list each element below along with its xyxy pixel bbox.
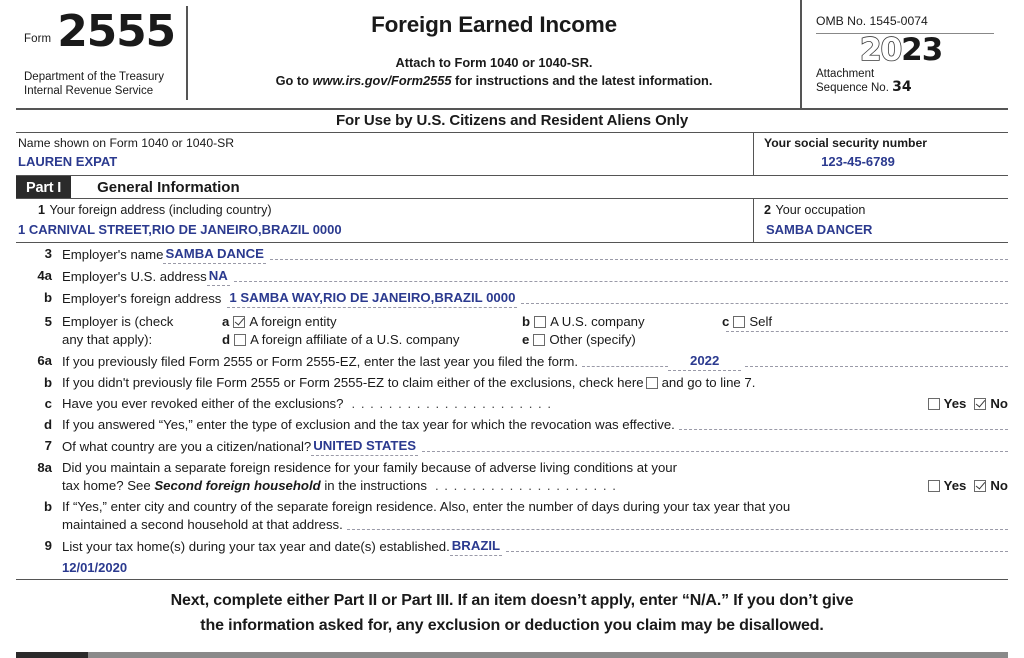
line-8a-yesno (920, 477, 1008, 495)
line-6b-text-after: and go to line 7. (661, 375, 756, 390)
line-1-cell[interactable] (16, 199, 753, 242)
line-5-option-b-letter: b (522, 314, 531, 329)
line-5 (16, 309, 1008, 351)
line-5-option-d-letter: d (222, 332, 231, 347)
line-8a-leader: . . . . . . . . . . . . . . . . . . . . (434, 478, 617, 493)
line-5-option-e-checkbox[interactable] (533, 334, 545, 346)
line-5-label-line-1: Employer is (check (62, 314, 174, 329)
line-6b-text-before: If you didn't previously file Form 2555 or Form 2555-EZ to claim either of the exclusions, check here (62, 375, 644, 390)
line-8b-number: b (43, 499, 52, 514)
line-8b-text-line-2: maintained a second household at that address. (62, 517, 343, 532)
line-7-value[interactable]: UNITED STATES (311, 437, 418, 456)
line-4b (16, 287, 1008, 309)
line-9-leader (506, 551, 1008, 552)
name-value: LAUREN EXPAT (18, 154, 118, 169)
line-7-leader (422, 451, 1008, 452)
line-3-label: Employer's name (62, 246, 164, 262)
line-5-option-e-letter: e (522, 332, 530, 347)
line-4a-value[interactable]: NA (207, 267, 230, 286)
line-5-option-a[interactable] (222, 313, 522, 331)
line-6d (16, 415, 1008, 436)
omb-number: OMB No. 1545-0074 (816, 14, 928, 28)
line-5-option-a-text: A foreign entity (249, 314, 337, 329)
department-block (24, 71, 164, 98)
line-7 (16, 436, 1008, 458)
line-2-value: SAMBA DANCER (766, 222, 873, 237)
attachment-label-line-2 (816, 78, 1008, 95)
line-6b-checkbox[interactable] (646, 377, 658, 389)
tax-year-century: 20 (860, 32, 902, 68)
line-9-value[interactable]: BRAZIL (450, 537, 502, 556)
line-6b (16, 373, 1008, 394)
line-9-value-date[interactable]: 12/01/2020 (62, 560, 128, 575)
line-5-label-line-2: any that apply): (62, 332, 153, 347)
line-3 (16, 243, 1008, 265)
line-8a-text-line-2 (62, 477, 1008, 495)
line-8a-yes-label: Yes (943, 478, 967, 493)
line-5-option-c[interactable] (722, 313, 1008, 331)
tax-year (816, 32, 1008, 68)
line-7-number: 7 (44, 438, 52, 453)
attachment-sequence-number: 34 (892, 78, 912, 95)
line-9 (16, 536, 1008, 579)
line-4a-leader (234, 281, 1008, 282)
ssn-value: 123-45-6789 (821, 154, 895, 169)
part-completion-note-line-2: the information asked for, any exclusion or deduction you claim may be disallowed. (200, 616, 824, 634)
use-banner: For Use by U.S. Citizens and Resident Aliens Only (16, 108, 1008, 133)
line-6a-text: If you previously filed Form 2555 or Form 2555-EZ, enter the last year you filed the form. (62, 354, 579, 369)
line-5-option-c-text: Self (749, 314, 773, 329)
line-6a-leader-right (745, 366, 1008, 367)
line-2-label: Your occupation (775, 203, 866, 217)
line-5-other-specify-field[interactable] (726, 331, 1008, 332)
line-6c-text: Have you ever revoked either of the exclusions? (62, 396, 344, 411)
ssn-field-cell[interactable] (753, 133, 1008, 175)
line-5-option-b-text: A U.S. company (550, 314, 645, 329)
line-8a-yes-checkbox[interactable] (928, 480, 940, 492)
line-3-number: 3 (44, 245, 52, 261)
line-5-option-e-text: Other (specify) (549, 332, 636, 347)
line-8b-text-line-1: If “Yes,” enter city and country of the separate foreign residence. Also, enter the number of days during your tax year that you (62, 499, 791, 514)
line-5-option-a-letter: a (222, 314, 230, 329)
line-3-leader (270, 259, 1008, 260)
line-6c-leader: . . . . . . . . . . . . . . . . . . . . . . (351, 396, 553, 411)
line-5-option-c-letter: c (722, 314, 730, 329)
line-6c-no-label: No (990, 396, 1008, 411)
line-8a-text-after: in the instructions (320, 478, 427, 493)
line-6c-no-checkbox[interactable] (974, 398, 986, 410)
line-9-number: 9 (44, 538, 52, 553)
line-5-option-b-checkbox[interactable] (534, 316, 546, 328)
masthead-right-block (800, 0, 1008, 108)
line-1-number: 1 (38, 203, 46, 217)
identity-row (16, 133, 1008, 176)
next-part-strip (16, 652, 1008, 658)
line-8a-number: 8a (37, 460, 52, 475)
tax-year-suffix: 23 (901, 32, 943, 68)
form-word-label: Form (24, 33, 52, 46)
line-2-number: 2 (764, 203, 772, 217)
form-number: 2555 (57, 6, 175, 57)
part-banner (16, 176, 1008, 199)
irs-url-link[interactable]: www.irs.gov/Form2555 (312, 72, 452, 88)
line-6c-yes-label: Yes (943, 396, 967, 411)
line-8a-emphasis: Second foreign household (154, 478, 321, 493)
line-1-header (16, 201, 753, 219)
line-6d-field[interactable] (679, 429, 1008, 430)
line-6c (16, 394, 1008, 415)
line-2-cell[interactable] (753, 199, 1008, 242)
line-5-option-c-checkbox[interactable] (733, 316, 745, 328)
line-4b-value[interactable]: 1 SAMBA WAY,RIO DE JANEIRO,BRAZIL 0000 (227, 289, 517, 308)
line-5-number: 5 (44, 314, 52, 329)
form-identifier (16, 6, 186, 57)
line-6d-number: d (43, 417, 52, 432)
next-part-rule (88, 652, 1008, 658)
goto-prefix: Go to (275, 72, 313, 88)
line-8a-no-checkbox[interactable] (974, 480, 986, 492)
line-3-value[interactable]: SAMBA DANCE (163, 245, 265, 264)
line-5-option-d-text: A foreign affiliate of a U.S. company (250, 332, 460, 347)
line-4a-number: 4a (37, 267, 52, 283)
part-completion-note (16, 579, 1008, 644)
attachment-sequence (816, 68, 1008, 95)
part-completion-note-line-1: Next, complete either Part II or Part III. If an item doesn’t apply, enter “N/A.” If you don’t give (170, 591, 854, 609)
line-4b-number: b (43, 289, 52, 305)
line-8a-text-line-1: Did you maintain a separate foreign residence for your family because of adverse living conditions at your (62, 460, 678, 475)
line-5-option-a-checkbox[interactable] (233, 316, 245, 328)
line-5-option-d[interactable] (222, 331, 522, 349)
line-6d-text: If you answered “Yes,” enter the type of exclusion and the tax year for which the revocation was effective. (62, 417, 675, 432)
name-label: Name shown on Form 1040 or 1040-SR (18, 136, 235, 150)
part-tag: Part I (16, 176, 71, 198)
attachment-sequence-text: Sequence No. (816, 81, 889, 94)
line-1-and-2-row (16, 199, 1008, 243)
line-8b-field[interactable] (347, 529, 1008, 530)
line-6c-yesno (920, 395, 1008, 413)
line-4a-label: Employer's U.S. address (62, 268, 207, 284)
name-field-cell[interactable] (16, 133, 753, 175)
goto-suffix: for instructions and the latest information. (451, 72, 713, 88)
page-title: Foreign Earned Income (371, 12, 617, 37)
line-5-option-e[interactable] (522, 331, 722, 349)
line-6b-number: b (43, 375, 52, 390)
line-7-label: Of what country are you a citizen/national? (62, 439, 312, 454)
line-4b-label: Employer's foreign address (62, 290, 222, 306)
line-1-label: Your foreign address (including country) (49, 203, 272, 217)
line-1-value: 1 CARNIVAL STREET,RIO DE JANEIRO,BRAZIL 0000 (18, 222, 342, 237)
line-5-row-2 (62, 331, 1008, 349)
masthead-left-block (16, 0, 186, 108)
line-4b-leader (521, 303, 1008, 304)
line-8a-no-label: No (990, 478, 1008, 493)
masthead-instructions (188, 54, 800, 89)
goto-instruction (188, 72, 800, 90)
line-6a-value[interactable]: 2022 (668, 352, 741, 371)
line-6c-number: c (44, 396, 52, 411)
department-line-1: Department of the Treasury (24, 71, 164, 83)
line-2-header (764, 201, 1008, 219)
masthead-center-block (188, 0, 800, 108)
department-line-2: Internal Revenue Service (24, 84, 154, 97)
line-6c-yes-checkbox[interactable] (928, 398, 940, 410)
line-5-option-b[interactable] (522, 313, 722, 331)
line-5-option-d-checkbox[interactable] (234, 334, 246, 346)
line-8a (16, 458, 1008, 497)
next-part-tag-block (16, 652, 88, 658)
part-title: General Information (97, 178, 240, 196)
line-6a-leader-left (582, 366, 668, 367)
form-masthead (16, 0, 1008, 108)
line-8b (16, 497, 1008, 536)
line-5-row-1 (62, 313, 1008, 331)
line-6a-number: 6a (37, 353, 52, 368)
attach-instruction: Attach to Form 1040 or 1040-SR. (395, 55, 593, 70)
line-6a (16, 351, 1008, 373)
ssn-label: Your social security number (764, 136, 928, 150)
line-4a (16, 265, 1008, 287)
line-9-label: List your tax home(s) during your tax year and date(s) established. (62, 539, 450, 554)
line-8a-text-before: tax home? See (62, 478, 155, 493)
attachment-label-line-1: Attachment (816, 67, 875, 80)
